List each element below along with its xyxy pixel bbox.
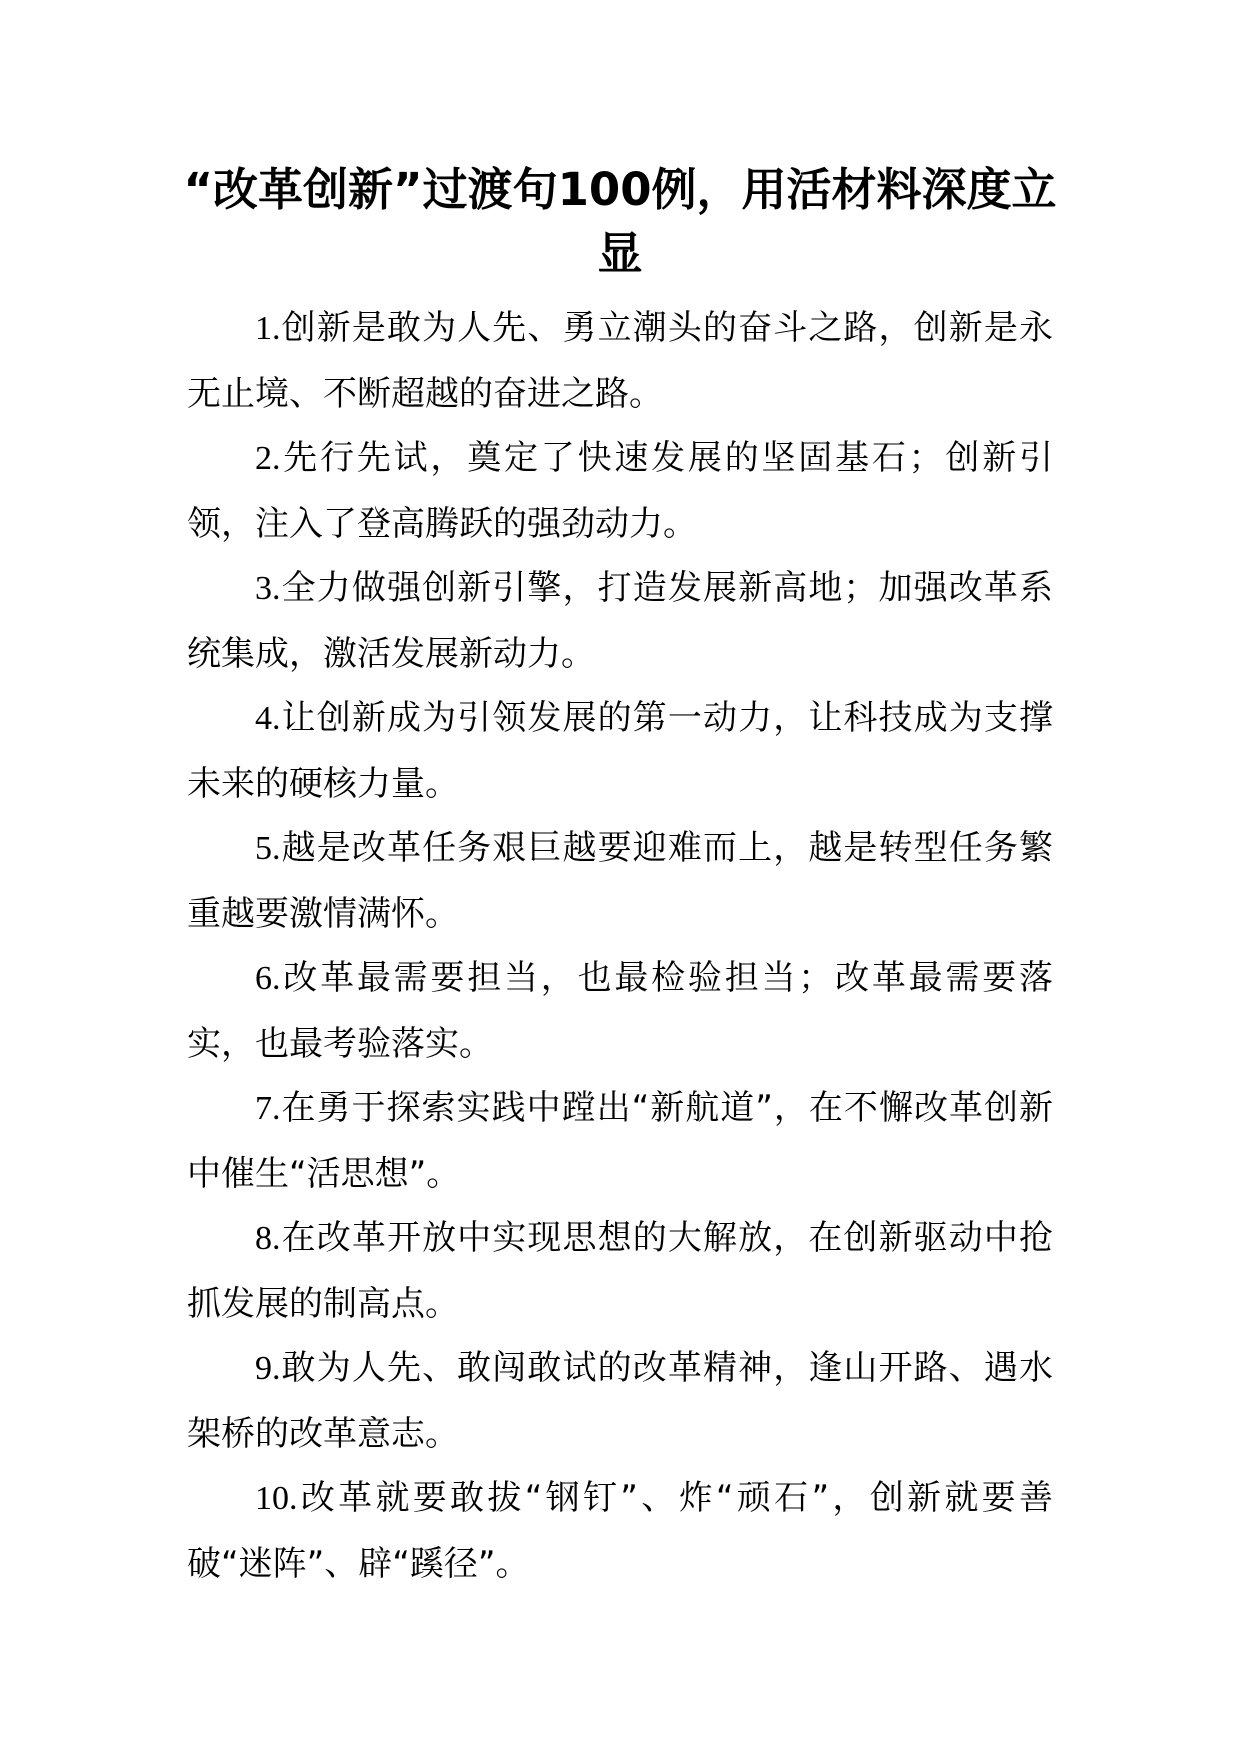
item-number: 7. [255, 1090, 281, 1127]
item-text: 让创新成为引领发展的第一动力，让科技成为支撑未来的硬核力量。 [187, 698, 1053, 804]
item-text: 先行先试，奠定了快速发展的坚固基石；创新引领，注入了登高腾跃的强劲动力。 [187, 438, 1053, 544]
item-number: 8. [255, 1220, 281, 1257]
item-number: 2. [255, 440, 281, 477]
list-item [187, 296, 1053, 426]
item-number: 5. [255, 830, 281, 867]
item-number: 1. [255, 310, 281, 347]
list-item [187, 816, 1053, 946]
list-item [187, 946, 1053, 1076]
item-text: 敢为人先、敢闯敢试的改革精神，逢山开路、遇水架桥的改革意志。 [187, 1348, 1053, 1454]
item-text: 越是改革任务艰巨越要迎难而上，越是转型任务繁重越要激情满怀。 [187, 828, 1053, 934]
item-text: 改革最需要担当，也最检验担当；改革最需要落实，也最考验落实。 [187, 958, 1053, 1064]
item-text: 创新是敢为人先、勇立潮头的奋斗之路，创新是永无止境、不断超越的奋进之路。 [187, 308, 1053, 414]
item-text: 全力做强创新引擎，打造发展新高地；加强改革系统集成，激活发展新动力。 [187, 568, 1053, 674]
list-item [187, 426, 1053, 556]
item-number: 9. [255, 1350, 281, 1387]
item-number: 10. [255, 1480, 298, 1517]
item-number: 6. [255, 960, 281, 997]
item-text: 在改革开放中实现思想的大解放，在创新驱动中抢抓发展的制高点。 [187, 1218, 1053, 1324]
document-title: “改革创新”过渡句100例，用活材料深度立显 [183, 163, 1057, 280]
list-item [187, 686, 1053, 816]
document-body [187, 296, 1053, 1596]
list-item [187, 1336, 1053, 1466]
item-text: 改革就要敢拔“钢钉”、炸“顽石”，创新就要善破“迷阵”、辟“蹊径”。 [187, 1478, 1053, 1584]
item-number: 3. [255, 570, 281, 607]
item-number: 4. [255, 700, 281, 737]
item-text: 在勇于探索实践中蹚出“新航道”，在不懈改革创新中催生“活思想”。 [187, 1088, 1053, 1194]
list-item [187, 1076, 1053, 1206]
list-item [187, 556, 1053, 686]
list-item [187, 1206, 1053, 1336]
list-item [187, 1466, 1053, 1596]
